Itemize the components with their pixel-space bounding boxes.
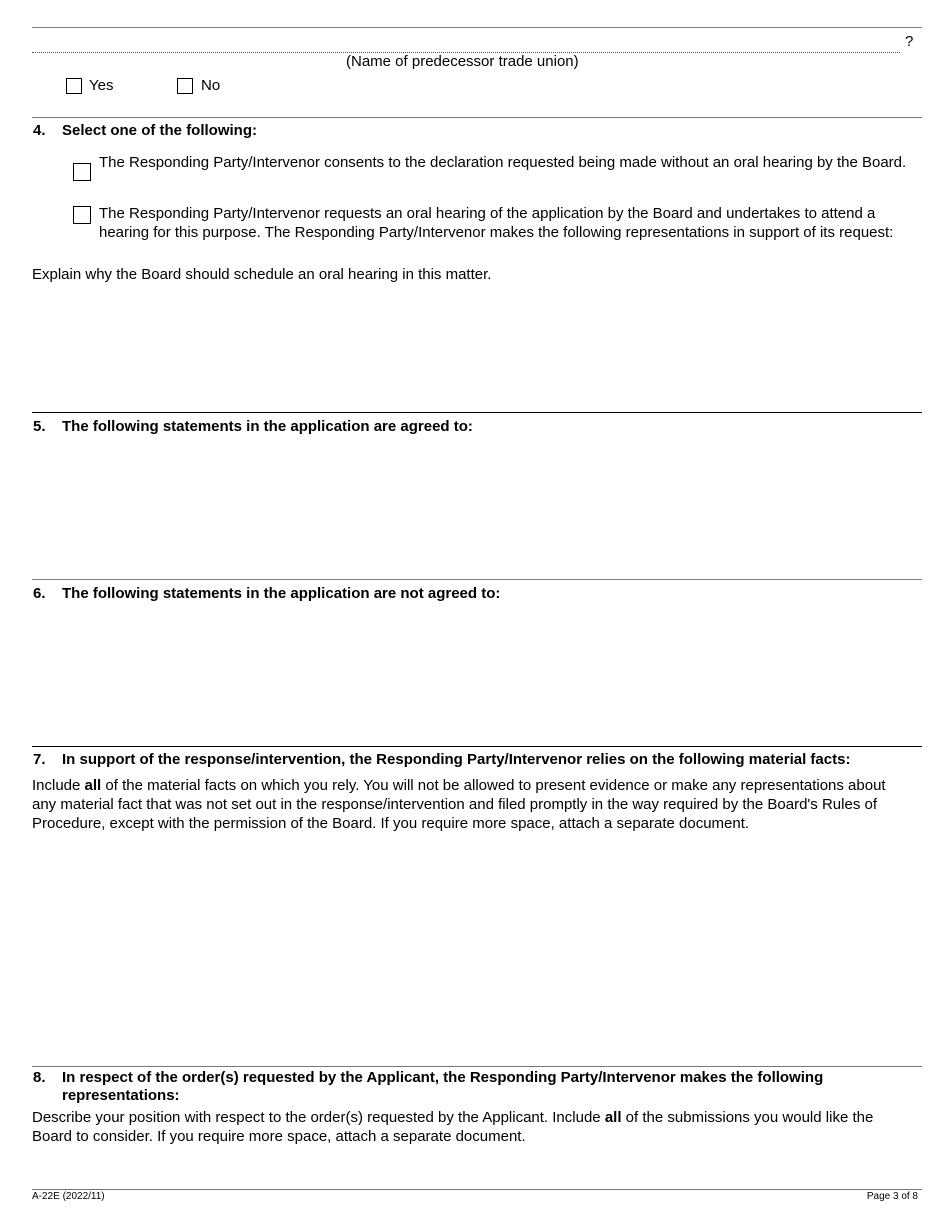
footer-divider	[32, 1189, 922, 1190]
oral-hearing-option: The Responding Party/Intervenor requests an oral hearing of the application by the Board and undertakes to attend a hearing for this purpose. The Responding Party/Intervenor makes the following representations in support of its request:	[99, 205, 894, 241]
oral-hearing-checkbox[interactable]	[73, 206, 91, 224]
oral-hearing-explain-label: Explain why the Board should schedule an oral hearing in this matter.	[32, 266, 492, 283]
section8-instr-after: of the submissions you would like the Board to consider. If you require more space, attach a separate document.	[32, 1109, 874, 1145]
no-label: No	[201, 77, 221, 94]
section8-instr-bold: all	[604, 1109, 622, 1126]
page-number: Page 3 of 8	[866, 1191, 918, 1202]
no-oral-hearing-checkbox[interactable]	[73, 163, 91, 181]
section4-number: 4.	[33, 122, 46, 139]
agreed-statements-field[interactable]	[32, 440, 922, 575]
section7-instructions	[32, 776, 902, 833]
section7-number: 7.	[33, 751, 46, 768]
section8-instr-before: Describe your position with respect to the order(s) requested by the Applicant. Include	[32, 1109, 605, 1126]
oral-hearing-explain-field[interactable]	[32, 288, 922, 408]
question-mark: ?	[905, 33, 914, 50]
section8-heading: In respect of the order(s) requested by the Applicant, the Responding Party/Intervenor makes the following representations:	[62, 1069, 824, 1104]
material-facts-field[interactable]	[32, 840, 922, 1062]
form-id: A-22E (2022/11)	[32, 1191, 105, 1202]
no-oral-hearing-option: The Responding Party/Intervenor consents to the declaration requested being made without an oral hearing by the Board.	[99, 154, 907, 171]
section8-instructions	[32, 1108, 912, 1146]
yes-checkbox[interactable]	[66, 78, 82, 94]
top-border	[32, 27, 922, 28]
section5-divider	[32, 412, 922, 413]
section5-heading: The following statements in the application are agreed to:	[62, 418, 473, 435]
no-checkbox[interactable]	[177, 78, 193, 94]
section7-instr-after: of the material facts on which you rely. You will not be allowed to present evidence or make any representations about any material fact that was not set out in the response/intervention and filed promptly in the way required by the Board's Rules of Procedure, except with the permission of the Board. If you require more space, attach a separate document.	[32, 777, 886, 832]
section7-heading: In support of the response/intervention, the Responding Party/Intervenor relies on the following material facts:	[62, 751, 851, 768]
section7-instr-before: Include	[32, 777, 85, 794]
section5-number: 5.	[33, 418, 46, 435]
section7-divider	[32, 746, 922, 747]
predecessor-caption: (Name of predecessor trade union)	[346, 53, 579, 70]
section6-divider	[32, 579, 922, 580]
section8-number: 8.	[33, 1069, 46, 1086]
section8-divider	[32, 1066, 922, 1067]
section6-number: 6.	[33, 585, 46, 602]
section6-heading: The following statements in the application are not agreed to:	[62, 585, 501, 602]
yes-label: Yes	[89, 77, 114, 94]
representations-field[interactable]	[32, 1148, 922, 1184]
section4-divider	[32, 117, 922, 118]
section7-instr-bold: all	[84, 777, 102, 794]
not-agreed-statements-field[interactable]	[32, 607, 922, 742]
section4-heading: Select one of the following:	[62, 122, 257, 139]
